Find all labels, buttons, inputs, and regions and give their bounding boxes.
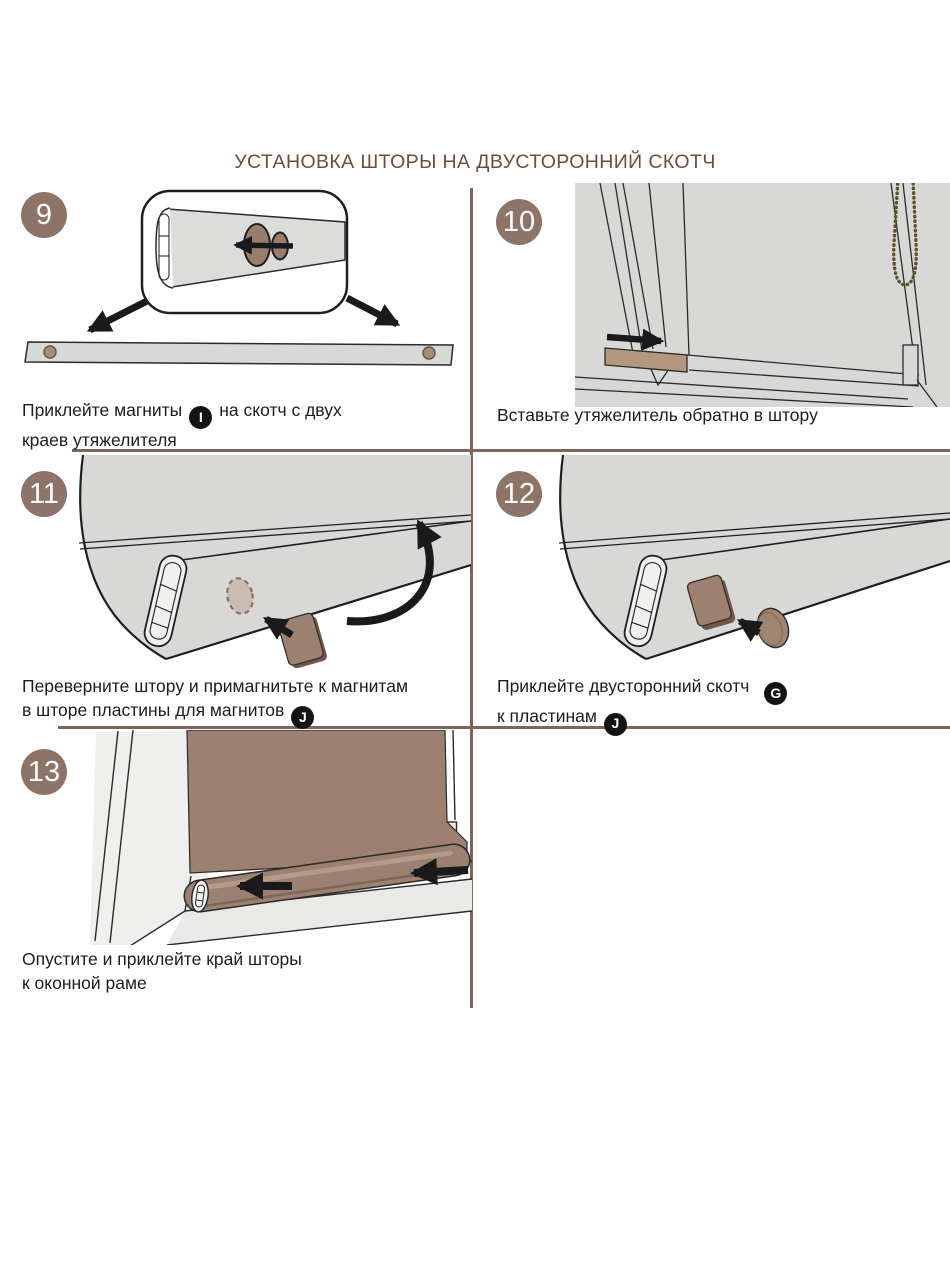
caption-text: на скотч с двух (219, 400, 342, 420)
step-13-caption (22, 948, 467, 995)
step-9-caption (22, 399, 467, 453)
step-9-illustration (20, 184, 460, 396)
caption-text: Вставьте утяжелитель обратно в штору (497, 405, 818, 425)
step-10-caption (497, 404, 947, 428)
step-11-number-badge: 11 (21, 471, 67, 517)
part-key-G: G (764, 682, 787, 705)
zoom-callout (142, 191, 347, 313)
part-key-J: J (291, 706, 314, 729)
caption-text: Опустите и приклейте край шторы (22, 949, 302, 969)
magnet-left (44, 346, 56, 358)
caption-text: Переверните штору и примагнитьте к магнитам (22, 676, 409, 696)
part-key-I: I (189, 406, 212, 429)
step-12-number-badge: 12 (496, 471, 542, 517)
magnet-plate (277, 612, 328, 668)
step-13-illustration (20, 730, 472, 945)
step-10-number-badge: 10 (496, 199, 542, 245)
step-12-caption (497, 675, 947, 736)
step-13-number-badge: 13 (21, 749, 67, 795)
step-10-illustration (575, 183, 950, 407)
step-9-number-badge: 9 (21, 192, 67, 238)
step-11-caption (22, 675, 477, 729)
caption-text: к пластинам (497, 706, 597, 727)
caption-text: Приклейте магниты (22, 400, 183, 420)
weight-bar (25, 342, 453, 365)
caption-text: в шторе пластины для магнитов (22, 699, 285, 720)
step-11-illustration (60, 455, 471, 668)
magnet-right (423, 347, 435, 359)
page-title: УСТАНОВКА ШТОРЫ НА ДВУСТОРОННИЙ СКОТЧ (234, 151, 716, 173)
slide-arrow-upper (414, 870, 468, 873)
insert-arrow (607, 337, 661, 341)
caption-text: краев утяжелителя (22, 430, 177, 451)
part-key-J: J (604, 713, 627, 736)
insert-arrow (236, 245, 293, 246)
caption-text: к оконной раме (22, 972, 147, 993)
caption-text: Приклейте двусторонний скотч (497, 676, 750, 696)
step-12-illustration (530, 455, 950, 668)
